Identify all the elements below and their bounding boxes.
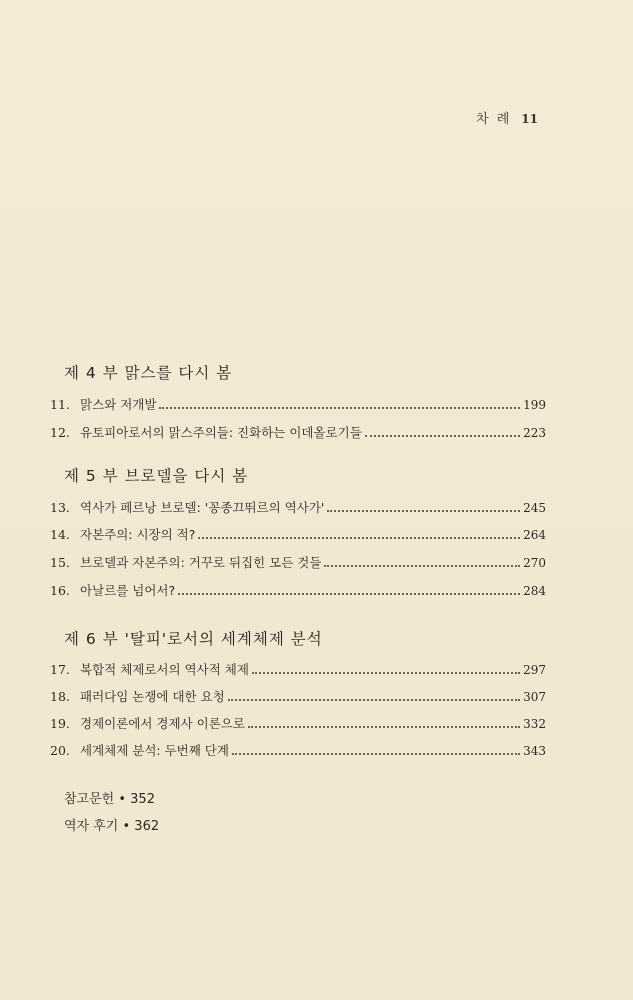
entry-title: 유토피아로서의 맑스주의들: 진화하는 이데올로기들	[80, 425, 362, 440]
toc-entry	[50, 498, 546, 518]
entry-title: 맑스와 저개발	[80, 397, 157, 412]
entry-title: 패러다임 논쟁에 대한 요청	[80, 689, 225, 704]
entry-title: 브로델과 자본주의: 거꾸로 뒤집힌 모든 것들	[80, 555, 322, 570]
entry-number: 11.	[50, 397, 70, 412]
toc-entry	[50, 525, 546, 545]
toc-translator-afterword: 역자 후기 • 362	[64, 819, 160, 834]
running-header	[476, 108, 538, 127]
dot-leader	[365, 435, 520, 437]
entry-number: 12.	[50, 425, 70, 440]
toc-entry	[50, 660, 546, 680]
section-heading-part-4: 제 4 부 맑스를 다시 봄	[64, 364, 233, 382]
entry-number: 13.	[50, 500, 70, 515]
dot-leader	[324, 565, 520, 567]
dot-leader	[252, 672, 520, 674]
header-label: 차 례	[476, 112, 512, 127]
section-heading-part-6: 제 6 부 '탈피'로서의 세계체제 분석	[64, 630, 323, 648]
entry-title: 세계체제 분석: 두번째 단계	[80, 743, 229, 758]
dot-leader	[232, 753, 520, 755]
entry-title: 역사가 페르낭 브로델: '꽁종끄뛰르의 역사가'	[80, 500, 325, 515]
entry-page: 297	[523, 663, 546, 677]
toc-entry	[50, 553, 546, 573]
entry-page: 343	[523, 744, 546, 758]
entry-number: 17.	[50, 662, 70, 677]
entry-page: 307	[523, 690, 546, 704]
entry-page: 270	[523, 556, 546, 570]
entry-page: 284	[523, 584, 546, 598]
toc-entry	[50, 581, 546, 601]
entry-title: 아날르를 넘어서?	[80, 583, 176, 598]
section-heading-part-5: 제 5 부 브로델을 다시 봄	[64, 467, 249, 485]
entry-number: 15.	[50, 555, 70, 570]
dot-leader	[327, 510, 520, 512]
dot-leader	[159, 407, 520, 409]
entry-number: 18.	[50, 689, 70, 704]
entry-page: 332	[523, 717, 546, 731]
entry-title: 경제이론에서 경제사 이론으로	[80, 716, 245, 731]
entry-page: 245	[523, 501, 546, 515]
entry-number: 19.	[50, 716, 70, 731]
entry-number: 14.	[50, 527, 70, 542]
toc-entry	[50, 714, 546, 734]
dot-leader	[198, 537, 520, 539]
entry-number: 20.	[50, 743, 70, 758]
entry-number: 16.	[50, 583, 70, 598]
toc-entry	[50, 423, 546, 443]
dot-leader	[228, 699, 520, 701]
entry-title: 복합적 체제로서의 역사적 체제	[80, 662, 249, 677]
entry-page: 264	[523, 528, 546, 542]
toc-entry	[50, 687, 546, 707]
toc-entry	[50, 741, 546, 761]
toc-references: 참고문헌 • 352	[64, 792, 155, 807]
entry-page: 223	[523, 426, 546, 440]
dot-leader	[178, 593, 520, 595]
dot-leader	[248, 726, 520, 728]
entry-page: 199	[523, 398, 546, 412]
header-page-number: 11	[521, 112, 538, 126]
toc-entry	[50, 395, 546, 415]
entry-title: 자본주의: 시장의 적?	[80, 527, 196, 542]
